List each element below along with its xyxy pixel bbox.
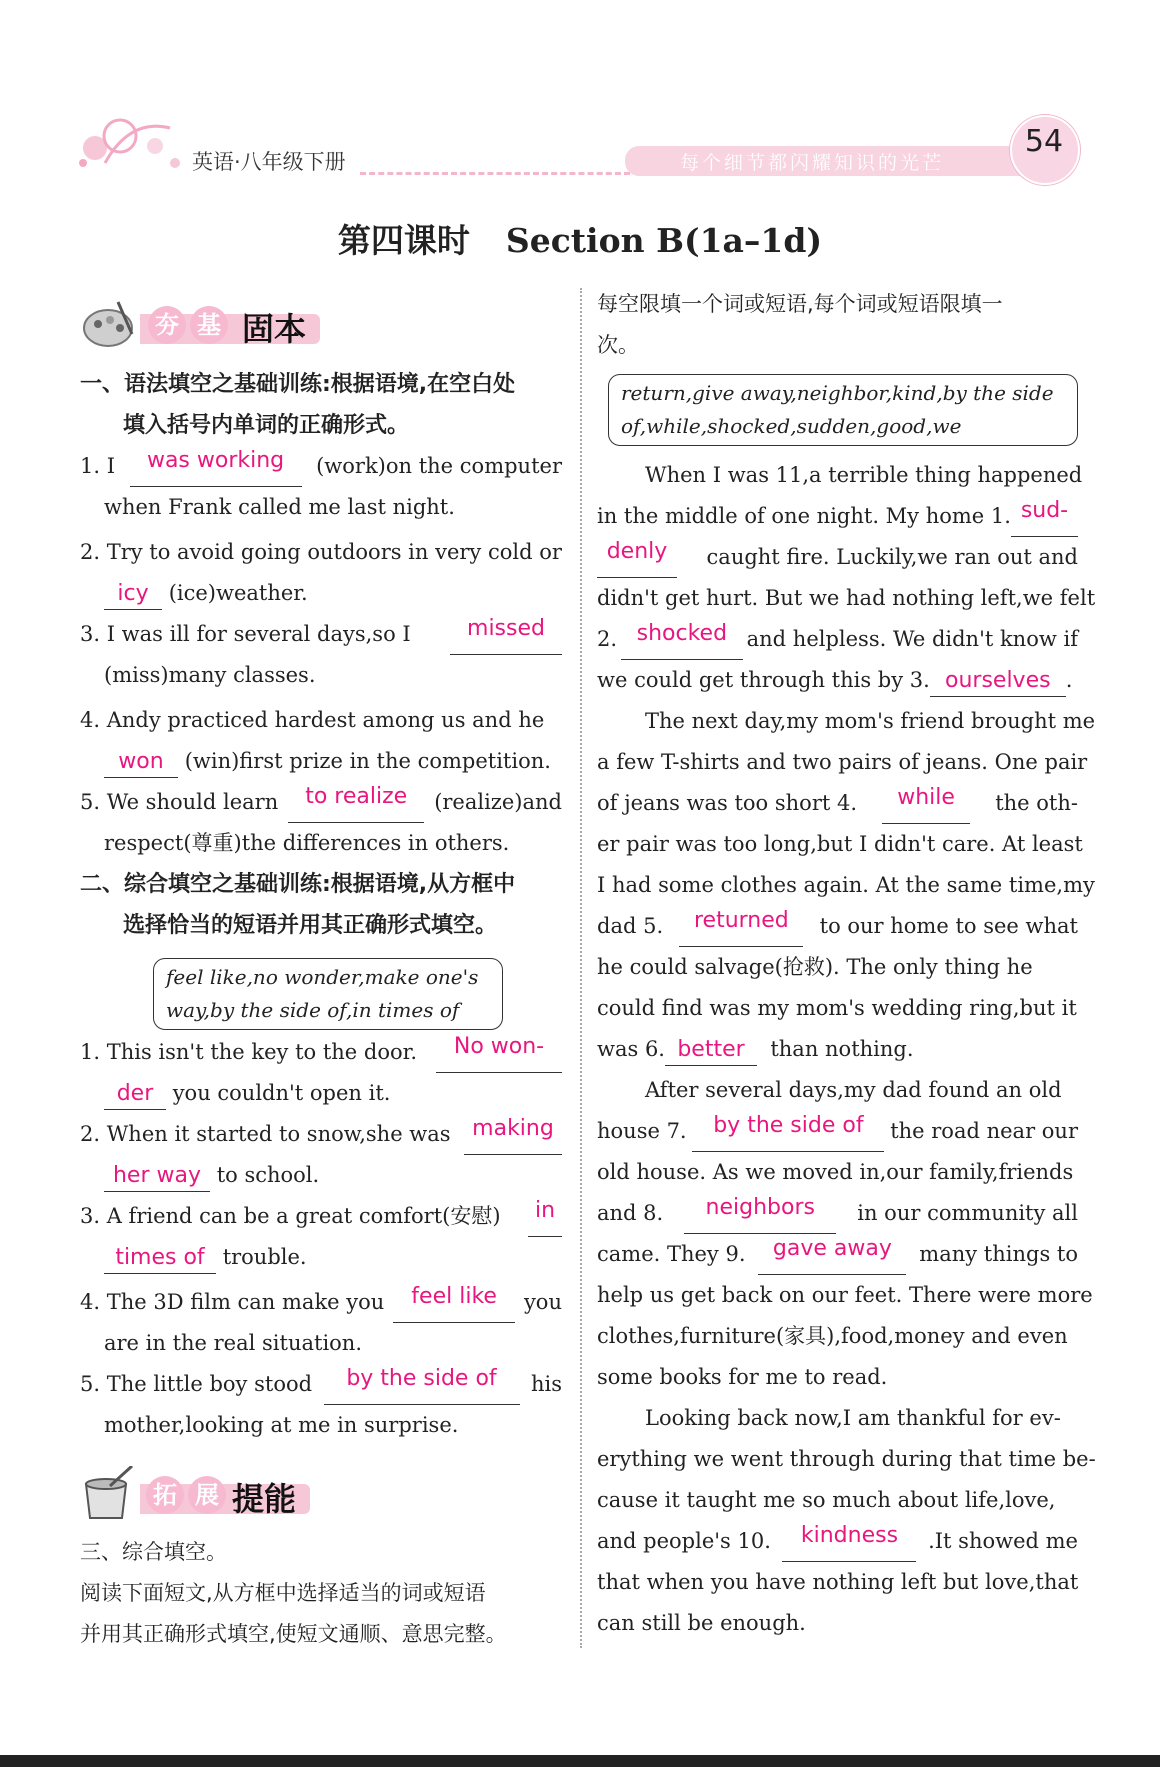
answer-blank: to realize [288,782,424,823]
badge-word: 提能 [232,1480,297,1518]
page-header [0,0,1160,200]
answer-blank: No won- [436,1032,562,1073]
passage-line: and people's 10. kindness .It showed me [597,1521,1078,1562]
passage-line: some books for me to read. [597,1365,888,1389]
passage-line: dad 5. returned to our home to see what [597,906,1078,947]
passage-line: and 8. neighbors in our community all [597,1193,1078,1234]
passage-line: was 6. better than nothing. [597,1029,914,1070]
answer-blank: in [528,1196,562,1237]
passage-line: er pair was too long,but I didn't care. At least [597,832,1083,856]
part2-q4-cont: are in the real situation. [104,1331,362,1355]
passage-line: erything we went through during that time be- [597,1447,1096,1471]
answer-blank: was working [130,446,302,487]
passage-line: The next day,my mom's friend brought me [645,709,1096,733]
part2-word-box: feel like,no wonder,make one's way,by the side of,in times of [153,958,503,1030]
answer-blank: better [665,1035,757,1066]
part3-intro-line4: 次。 [597,333,639,357]
passage-line: cause it taught me so much about life,love, [597,1488,1056,1512]
part1-q4-cont: won (win)first prize in the competition. [104,741,551,782]
part2-q1: 1. This isn't the key to the door. No won- [80,1032,562,1073]
palette-icon [80,300,140,350]
passage-line: a few T-shirts and two pairs of jeans. One pair [597,750,1088,774]
passage-line: When I was 11,a terrible thing happened [645,463,1083,487]
answer-blank: denly [597,537,677,578]
part1-heading-line2: 填入括号内单词的正确形式。 [123,413,410,438]
part1-q4: 4. Andy practiced hardest among us and he [80,708,545,732]
slogan-text: 每个细节都闪耀知识的光芒 [680,152,945,174]
answer-blank: shocked [621,619,743,660]
passage-line: we could get through this by 3. ourselves . [597,660,1072,701]
floral-ornament-icon [75,108,185,178]
answer-blank: by the side of [692,1111,884,1152]
passage-line: clothes,furniture(家具),food,money and even [597,1324,1068,1348]
passage-line: came. They 9. gave away many things to [597,1234,1078,1275]
lesson-title-en: Section B(1a–1d) [505,221,823,260]
answer-blank: returned [679,906,803,947]
badge-char-2: 展 [188,1476,226,1514]
passage-line: denly caught fire. Luckily,we ran out and [597,537,1078,578]
header-dashed-rule [360,172,630,175]
subject-label: 英语·八年级下册 [192,150,346,174]
answer-blank: by the side of [324,1364,520,1405]
passage-line: didn't get hurt. But we had nothing left,we felt [597,586,1096,610]
passage-line: 2. shocked and helpless. We didn't know if [597,619,1078,660]
answer-blank: der [104,1079,166,1110]
lesson-title [0,215,1160,262]
part2-q1-cont: der you couldn't open it. [104,1073,390,1114]
part2-q5-cont: mother,looking at me in surprise. [104,1413,459,1437]
part1-q2-cont: icy (ice)weather. [104,573,308,614]
answer-blank: times of [104,1243,216,1274]
section-badge-extend [80,1470,310,1520]
part2-q5: 5. The little boy stood by the side of his [80,1364,562,1405]
part3-intro-line3: 每空限填一个词或短语,每个词或短语限填一 [597,292,1003,316]
answer-blank: kindness [782,1521,916,1562]
part2-q2: 2. When it started to snow,she was making [80,1114,562,1155]
part3-intro-line1: 阅读下面短文,从方框中选择适当的词或短语 [80,1581,486,1605]
bottom-edge-bar [0,1755,1160,1767]
answer-blank: sud- [1011,496,1078,537]
answer-blank: feel like [393,1282,515,1323]
passage-line: in the middle of one night. My home 1. sud- [597,496,1078,537]
passage-line: of jeans was too short 4. while the oth- [597,783,1078,824]
passage-line: Looking back now,I am thankful for ev- [645,1406,1061,1430]
answer-blank: icy [104,579,162,610]
part2-q4: 4. The 3D film can make you feel like you [80,1282,562,1323]
column-divider [580,288,582,1648]
part1-q3-cont: (miss)many classes. [104,663,316,687]
answer-blank: gave away [758,1234,906,1275]
part2-q2-cont: her way to school. [104,1155,319,1196]
answer-blank: making [464,1114,562,1155]
passage-line: house 7. by the side of the road near our [597,1111,1078,1152]
part2-q3: 3. A friend can be a great comfort(安慰) in [80,1196,562,1237]
passage-line: help us get back on our feet. There were more [597,1283,1093,1307]
part1-heading-line1: 一、语法填空之基础训练:根据语境,在空白处 [80,372,516,397]
page-number: 54 [1024,124,1064,159]
passage-line: old house. As we moved in,our family,friends [597,1160,1074,1184]
part1-q1: 1. I was working (work)on the computer [80,446,562,487]
part1-q1-cont: when Frank called me last night. [104,495,455,519]
part3-heading: 三、综合填空。 [80,1540,227,1564]
passage-line: that when you have nothing left but love,that [597,1570,1079,1594]
part1-q2: 2. Try to avoid going outdoors in very cold or [80,540,562,564]
part3-intro-line2: 并用其正确形式填空,使短文通顺、意思完整。 [80,1622,507,1646]
part2-q3-cont: times of trouble. [104,1237,307,1278]
badge-char-1: 夯 [148,306,186,344]
answer-blank: neighbors [684,1193,836,1234]
passage-line: he could salvage(抢救). The only thing he [597,955,1033,979]
passage-line: could find was my mom's wedding ring,but it [597,996,1077,1020]
badge-word: 固本 [242,310,307,348]
lesson-title-cn: 第四课时 [337,221,470,260]
passage-line: can still be enough. [597,1611,806,1635]
part2-heading-line2: 选择恰当的短语并用其正确形式填空。 [123,913,498,938]
section-badge-basic [80,300,320,350]
passage-line: I had some clothes again. At the same time,my [597,873,1095,897]
passage-line: After several days,my dad found an old [645,1078,1062,1102]
part3-word-box: return,give away,neighbor,kind,by the side of,while,shocked,sudden,good,we [608,374,1078,446]
answer-blank: missed [450,614,562,655]
answer-blank: her way [104,1161,210,1192]
answer-blank: won [104,747,178,778]
part2-heading-line1: 二、综合填空之基础训练:根据语境,从方框中 [80,872,516,897]
part1-q3: 3. I was ill for several days,so I missed [80,614,562,655]
answer-blank: ourselves [930,666,1066,697]
answer-blank: while [882,783,970,824]
paint-bucket-icon [80,1466,140,1520]
part1-q5-cont: respect(尊重)the differences in others. [104,831,510,855]
badge-char-2: 基 [190,306,228,344]
part1-q5: 5. We should learn to realize (realize)and [80,782,562,823]
badge-char-1: 拓 [146,1476,184,1514]
